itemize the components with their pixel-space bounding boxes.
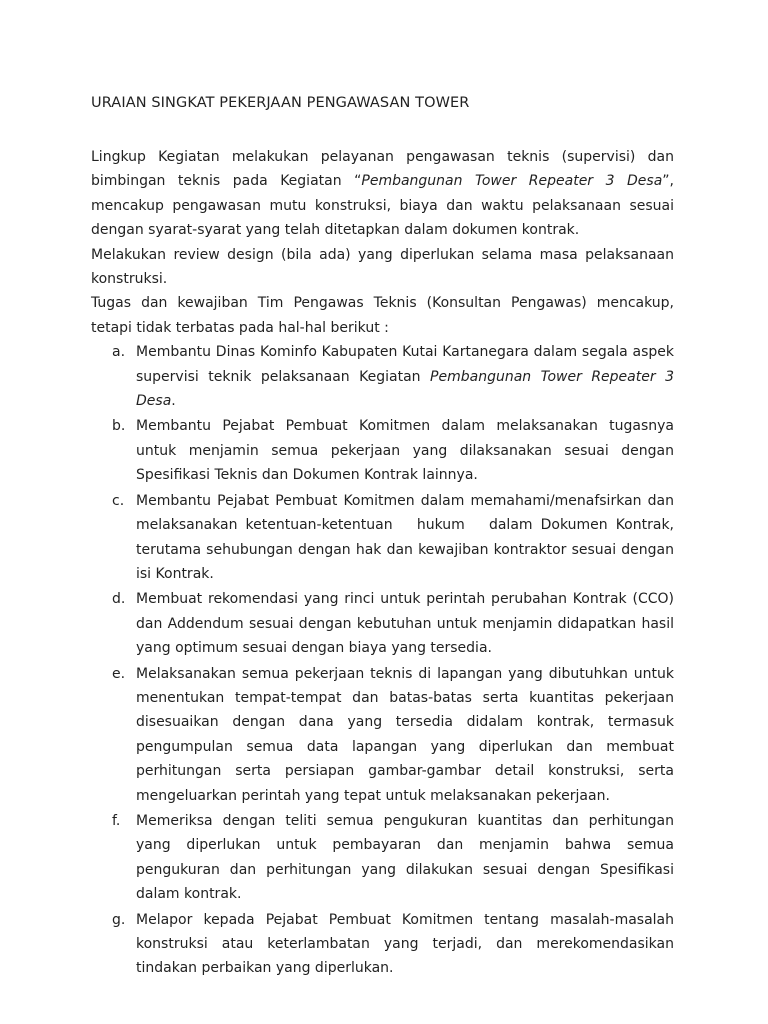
list-item-text: Membantu Dinas Kominfo Kabupaten Kutai Kartanegara dalam segala aspek supervisi teknik pelaksanaan Kegiatan: [136, 344, 674, 385]
list-marker: f.: [112, 812, 121, 829]
document-title: URAIAN SINGKAT PEKERJAAN PENGAWASAN TOWER: [91, 95, 470, 111]
list-marker: b.: [112, 418, 126, 435]
list-marker: c.: [112, 492, 125, 509]
list-item: [91, 587, 674, 660]
paragraph-duties: Tugas dan kewajiban Tim Pengawas Teknis (Konsultan Pengawas) mencakup, tetapi tidak terbatas pada hal-hal berikut :: [91, 295, 674, 336]
list-item: [91, 340, 674, 413]
list-item-text: Membantu Pejabat Pembuat Komitmen dalam melaksanakan tugasnya untuk menjamin semua pekerjaan yang dilaksanakan sesuai dengan Spesifikasi Teknis dan Dokumen Kontrak lainnya.: [136, 418, 674, 484]
list-item-text: Melaksanakan semua pekerjaan teknis di lapangan yang dibutuhkan untuk menentukan tempat-tempat dan batas-batas serta kuantitas pekerjaan disesuaikan dengan dana yang tersedia didalam kontrak, termasuk pengumpulan semua data lapangan yang diperlukan dan membuat perhitungan serta persiapan gambar-gambar detail konstruksi, serta mengeluarkan perintah yang tepat untuk melaksanakan pekerjaan.: [136, 665, 674, 804]
list-marker: g.: [112, 911, 126, 928]
list-item: [91, 489, 679, 587]
project-name: Pembangunan Tower Repeater 3 Desa: [361, 173, 663, 190]
list-item: [91, 809, 674, 907]
list-marker: d.: [112, 591, 126, 608]
list-marker: a.: [112, 344, 126, 361]
duties-list: [91, 340, 679, 981]
list-item: [91, 908, 674, 981]
document-page: [91, 91, 679, 982]
list-item-text: Memeriksa dengan teliti semua pengukuran kuantitas dan perhitungan yang diperlukan untuk pembayaran dan menjamin bahwa semua pengukuran dan perhitungan yang dilakukan sesuai dengan Spesifikasi dalam kontrak.: [136, 812, 674, 903]
list-item: [91, 414, 674, 487]
paragraph-review: Melakukan review design (bila ada) yang diperlukan selama masa pelaksanaan konstruksi.: [91, 246, 674, 288]
list-marker: e.: [112, 665, 126, 682]
paragraph-scope: [91, 145, 674, 243]
list-item-text: Melapor kepada Pejabat Pembuat Komitmen tentang masalah-masalah konstruksi atau keterlambatan yang terjadi, dan merekomendasikan tindakan perbaikan yang diperlukan.: [136, 911, 674, 977]
list-item-text: Membantu Pejabat Pembuat Komitmen dalam memahami/menafsirkan dan melaksanakan ketentuan-ketentuan hukum dalam Dokumen Kontrak, terutama sehubungan dengan hak dan kewajiban kontraktor sesuai dengan isi Kontrak.: [136, 492, 679, 582]
list-item-text: Membuat rekomendasi yang rinci untuk perintah perubahan Kontrak (CCO) dan Addendum sesuai dengan kebutuhan untuk menjamin didapatkan hasil yang optimum sesuai dengan biaya yang tersedia.: [136, 591, 674, 657]
paragraph-scope-text: Lingkup Kegiatan melakukan pelayanan pengawasan teknis (supervisi) dan bimbingan teknis pada Kegiatan “: [91, 149, 674, 190]
project-name: Pembangunan Tower Repeater 3 Desa: [136, 368, 674, 410]
list-item: [91, 662, 674, 808]
paragraph-scope-text-end: ”, mencakup pengawasan mutu konstruksi, biaya dan waktu pelaksanaan sesuai dengan syarat-syarat yang telah ditetapkan dalam dokumen kontrak.: [91, 173, 674, 239]
list-item-text-end: .: [171, 393, 176, 410]
